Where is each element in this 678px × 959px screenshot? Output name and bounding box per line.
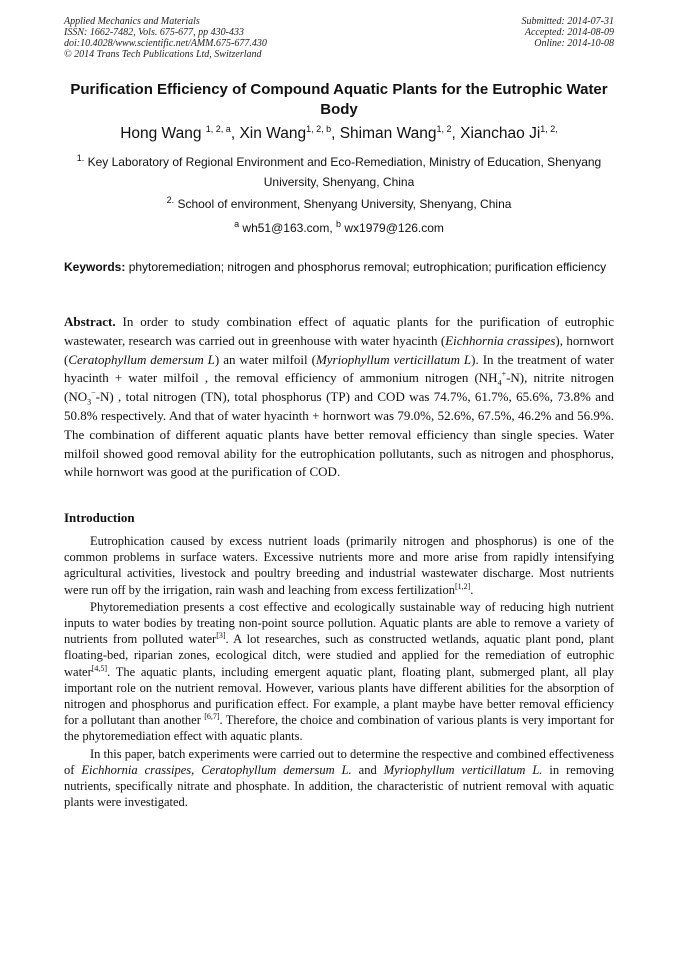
intro-text: Eutrophication caused by excess nutrient loads (primarily nitrogen and phosphorus) is one of the common problems in surface waters. Excessive nutrients more and more arise from rapidly intensifying agricultural activities, livestock and poultry breeding and industrial wastewater discharge. Most nutrients were run off by the irrigation, rain wash and leaching from excess fertilization (64, 534, 614, 597)
formula-superscript: − (91, 388, 96, 398)
affiliation-text: School of environment, Shenyang University, Shenyang, China (177, 197, 512, 211)
abstract-text: -N), nitrite nitrogen (NO (64, 370, 614, 405)
intro-text: and (358, 762, 377, 777)
intro-text: In this paper, batch experiments were carried out to determine the respective and combined effectiveness of (64, 746, 614, 777)
keywords-text: phytoremediation; nitrogen and phosphorus removal; eutrophication; purification efficiency (128, 260, 607, 274)
keywords-block (64, 258, 614, 277)
citation-ref[interactable]: [6,7] (204, 712, 220, 722)
author-list: Hong Wang $^{1, 2, a}$, Xin Wang$^{1, 2, b}$, Shiman Wang$^{1, 2}$, Xianchao $Ji^{1, 2,}$ (120, 123, 558, 142)
citation-ref[interactable]: [4,5] (91, 663, 108, 673)
email-link[interactable]: wx1979@126.com (344, 221, 444, 235)
formula-subscript: 4 (497, 378, 502, 388)
affiliation-1 (64, 152, 614, 192)
author-emails (64, 218, 614, 238)
journal-name: Applied Mechanics and Materials (64, 16, 200, 27)
submitted-date: Submitted: 2014-07-31 (521, 16, 614, 27)
intro-text: in removing nutrients, specifically nitrate and phosphate. In addition, the characteristic of nutrient removal with aquatic plants were investigated. (64, 762, 615, 810)
affiliation-2 (64, 194, 614, 214)
journal-info (64, 16, 267, 60)
species-name: Ceratophyllum demersum L (68, 351, 215, 367)
abstract-block (64, 313, 614, 482)
intro-text: . A lot researches, such as constructed wetlands, aquatic plant pond, plant floating-bed, riparian zones, ecological ditch, were studied and applied for the remediation of eutrophic water (64, 632, 614, 679)
introduction-heading: Introduction (64, 510, 135, 525)
online-date: Online: 2014-10-08 (534, 38, 614, 49)
species-name: Eichhornia crassipes, Ceratophyllum demersum L. (81, 762, 352, 777)
email-mark: b (336, 219, 342, 229)
intro-text: . Therefore, the choice and combination of various plants is very important for the phytoremediation effect with aquatic plants. (64, 713, 614, 744)
author-affiliation-mark: 1, 2, b (306, 123, 332, 134)
species-name: Myriophyllum verticillatum L. (383, 762, 543, 777)
citation-ref[interactable]: [3] (216, 631, 226, 641)
abstract-text: -N) , total nitrogen (TN), total phosphorus (TP) and COD was 74.7%, 61.7%, 65.6%, 73.8% and 50.8% respectively. And that of water hyacinth + hornwort was 79.0%, 52.6%, 67.5%, 46.2% and 56.9%. The combination of different aquatic plants have better removal efficiency than single species. Water milfoil showed good removal ability for the eutrophication pollutants, such as nitrogen and phosphorus, while hornwort was good at the purification of COD. (64, 389, 614, 480)
intro-text: . (470, 582, 474, 597)
formula-subscript: 3 (87, 397, 92, 407)
author-name: Xianchao Ji (460, 125, 541, 142)
citation-ref[interactable]: [1,2] (454, 581, 471, 591)
intro-text: . The aquatic plants, including emergent aquatic plant, floating plant, submerged plant, all play important role on the nutrient removal. However, various plants have different abilities for the absorption of nitrogen and phosphorus and purification effect. For example, a plant maybe have better removal efficiency for a pollutant than another (64, 664, 614, 728)
abstract-text: In order to study combination effect of aquatic plants for the purification of eutrophic wastewater, research was carried out in greenhouse with water hyacinth ( (64, 314, 614, 348)
copyright-line: © 2014 Trans Tech Publications Ltd, Switzerland (64, 49, 262, 60)
abstract-text: ), hornwort ( (64, 332, 614, 367)
introduction-body (64, 533, 614, 810)
accepted-date: Accepted: 2014-08-09 (524, 27, 614, 38)
doi-line[interactable]: doi:10.4028/www.scientific.net/AMM.675-677.430 (64, 38, 267, 49)
paper-title: Purification Efficiency of Compound Aquatic Plants for the Eutrophic Water Body (70, 81, 608, 118)
intro-paragraph (64, 746, 614, 811)
affiliation-mark: 1. (76, 153, 85, 163)
abstract-text: ). In the treatment of water hyacinth + water milfoil , the removal efficiency of ammonium nitrogen (NH (64, 351, 615, 386)
intro-text: Phytoremediation presents a cost effective and ecologically sustainable way of reducing high nutrient inputs to water bodies by treating non-point source pollution. Aquatic plants are able to remove a variety of nutrients from polluted water (64, 599, 614, 647)
issn-line: ISSN: 1662-7482, Vols. 675-677, pp 430-433 (64, 27, 244, 38)
species-name: Myriophyllum verticillatum L (315, 351, 472, 367)
keywords-label: Keywords: (64, 260, 126, 274)
dates-info (522, 16, 615, 49)
author-affiliation-mark: 1, 2, (540, 123, 558, 134)
abstract-label: Abstract. (64, 314, 116, 329)
intro-paragraph (64, 533, 614, 598)
species-name: Eichhornia crassipes (445, 332, 556, 348)
author-affiliation-mark: 1, 2 (436, 123, 452, 134)
author-name: Hong Wang (120, 125, 202, 142)
email-mark: a (234, 219, 240, 229)
formula-superscript: + (501, 370, 507, 380)
author-name: Shiman Wang (339, 125, 437, 142)
author-affiliation-mark: 1, 2, a (205, 123, 231, 134)
affiliation-mark: 2. (166, 195, 175, 205)
affiliation-text: Key Laboratory of Regional Environment and Eco-Remediation, Ministry of Education, Shenyang University, Shenyang, China (87, 155, 602, 189)
intro-paragraph (64, 599, 614, 745)
email-link[interactable]: wh51@163.com, (242, 221, 333, 235)
author-name: Xin Wang (239, 125, 307, 142)
abstract-text: ) an water milfoil ( (214, 351, 316, 367)
